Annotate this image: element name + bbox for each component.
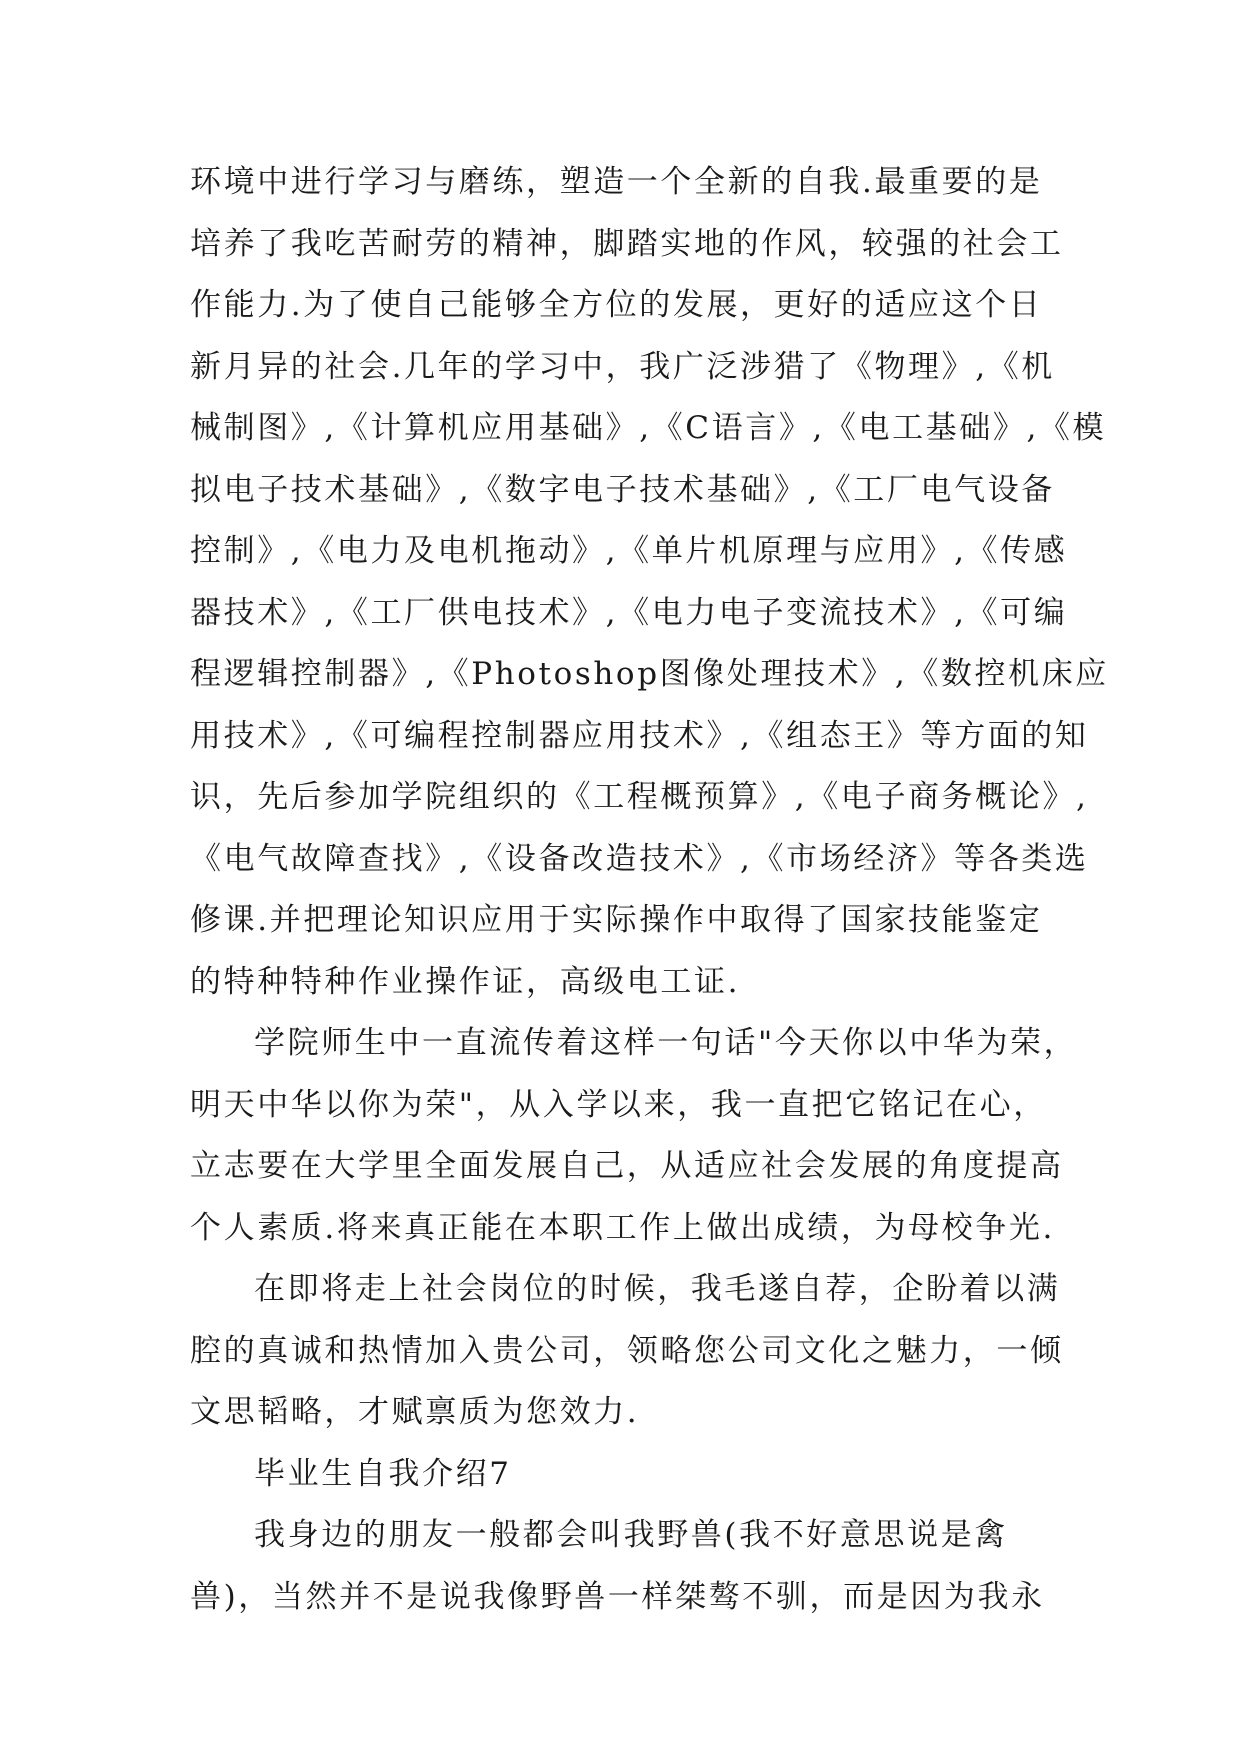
text-line: 我身边的朋友一般都会叫我野兽(我不好意思说是禽 xyxy=(254,1517,1008,1553)
paragraph-motto xyxy=(190,1013,1090,1259)
heading-text: 毕业生自我介绍7 xyxy=(254,1455,512,1492)
paragraph-self-recommendation xyxy=(190,1259,1090,1444)
text-line: 培养了我吃苦耐劳的精神，脚踏实地的作风，较强的社会工 xyxy=(190,225,1064,262)
text-line: 作能力.为了使自己能够全方位的发展，更好的适应这个日 xyxy=(190,287,1043,323)
text-line: 的特种特种作业操作证，高级电工证. xyxy=(190,963,741,1000)
text-line: 用技术》,《可编程控制器应用技术》,《组态王》等方面的知 xyxy=(190,717,1089,754)
document-body xyxy=(190,152,1109,1628)
text-line: 械制图》,《计算机应用基础》,《C语言》,《电工基础》,《模 xyxy=(190,410,1107,446)
text-line: 学院师生中一直流传着这样一句话"今天你以中华为荣， xyxy=(254,1025,1078,1061)
text-line: 个人素质.将来真正能在本职工作上做出成绩，为母校争光. xyxy=(190,1209,1055,1246)
text-line: 兽)，当然并不是说我像野兽一样桀骜不驯，而是因为我永 xyxy=(190,1578,1045,1615)
text-line: 新月异的社会.几年的学习中，我广泛涉猎了《物理》,《机 xyxy=(190,348,1055,385)
text-line: 立志要在大学里全面发展自己，从适应社会发展的角度提高 xyxy=(190,1148,1064,1184)
text-line: 环境中进行学习与磨练，塑造一个全新的自我.最重要的是 xyxy=(190,164,1043,200)
text-line: 器技术》,《工厂供电技术》,《电力电子变流技术》,《可编 xyxy=(190,594,1068,631)
text-line: 腔的真诚和热情加入贵公司，领略您公司文化之魅力，一倾 xyxy=(190,1332,1064,1369)
text-line: 拟电子技术基础》,《数字电子技术基础》,《工厂电气设备 xyxy=(190,471,1055,508)
paragraph-nickname xyxy=(190,1505,1090,1628)
text-line: 在即将走上社会岗位的时候，我毛遂自荐，企盼着以满 xyxy=(254,1271,1061,1307)
text-line: 程逻辑控制器》,《Photoshop图像处理技术》,《数控机床应 xyxy=(190,656,1109,692)
text-line: 明天中华以你为荣"，从入学以来，我一直把它铭记在心， xyxy=(190,1086,1047,1123)
text-line: 识，先后参加学院组织的《工程概预算》,《电子商务概论》, xyxy=(190,779,1089,815)
text-line: 《电气故障查找》,《设备改造技术》,《市场经济》等各类选 xyxy=(190,840,1089,877)
section-heading xyxy=(190,1444,1090,1506)
paragraph-coursework xyxy=(190,152,1109,1013)
text-line: 修课.并把理论知识应用于实际操作中取得了国家技能鉴定 xyxy=(190,902,1043,938)
text-line: 控制》,《电力及电机拖动》,《单片机原理与应用》,《传感 xyxy=(190,533,1068,569)
text-line: 文思韬略，才赋禀质为您效力. xyxy=(190,1394,640,1430)
